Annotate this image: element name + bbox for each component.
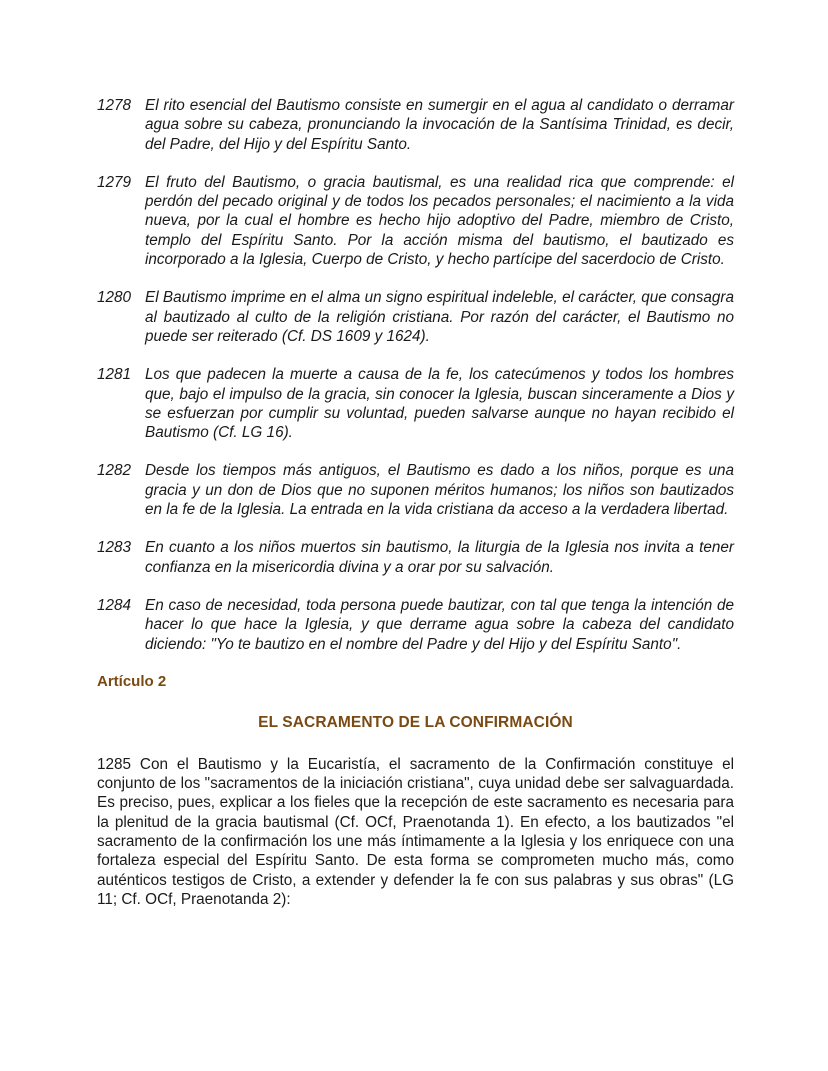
section-title: EL SACRAMENTO DE LA CONFIRMACIÓN — [258, 713, 573, 731]
paragraph-number: 1278 — [97, 97, 132, 114]
paragraph-number: 1282 — [97, 462, 132, 480]
body-paragraph-1285: 1285 Con el Bautismo y la Eucaristía, el sacramento de la Confirmación constituye el conjunto de los "sacramentos de la iniciación cristiana", cuya unidad debe ser salvaguardada. Es preciso, pues, explicar a los fieles que la recepción de este sacramento es necesaria para la plenitud de la gracia bautismal (Cf. OCf, Praenotanda 1). En efecto, a los bautizados "el sacramento de la confirmación los une más íntimamente a la Iglesia y los enriquece con una fortaleza especial del Espíritu Santo. De esta forma se comprometen mucho más, como auténticos testigos de Cristo, a extender y defender la fe con sus palabras y sus obras" (LG 11; Cf. OCf, Praenotanda 2): — [97, 755, 734, 908]
paragraph-text: En cuanto a los niños muertos sin bautismo, la liturgia de la Iglesia nos invita a tener confianza en la misericordia divina y a orar por su salvación. — [145, 539, 734, 576]
paragraph-text: Los que padecen la muerte a causa de la fe, los catecúmenos y todos los hombres que, bajo el impulso de la gracia, sin conocer la Iglesia, buscan sinceramente a Dios y se esfuerzan por cumplir su voluntad, pueden salvarse aunque no hayan recibido el Bautismo (Cf. LG 16). — [145, 366, 734, 442]
paragraph-1279 — [97, 173, 734, 269]
article-label: Artículo 2 — [97, 672, 167, 690]
paragraph-1282 — [97, 461, 734, 519]
paragraph-1283 — [97, 538, 734, 577]
paragraph-number: 1281 — [97, 366, 132, 384]
paragraph-text: Desde los tiempos más antiguos, el Bautismo es dado a los niños, porque es una gracia y un don de Dios que no suponen méritos humanos; los niños son bautizados en la fe de la Iglesia. La entrada en la vida cristiana da acceso a la verdadera libertad. — [145, 462, 734, 519]
paragraph-1278 — [97, 96, 734, 154]
paragraph-number: 1279 — [97, 173, 132, 191]
paragraph-1280 — [97, 288, 734, 346]
paragraph-number: 1283 — [97, 539, 132, 557]
paragraph-number: 1280 — [97, 289, 132, 307]
paragraph-text: El rito esencial del Bautismo consiste en sumergir en el agua al candidato o derramar agua sobre su cabeza, pronunciando la invocación de la Santísima Trinidad, es decir, del Padre, del Hijo y del Espíritu Santo. — [145, 97, 734, 153]
paragraph-1284 — [97, 596, 734, 654]
paragraph-text: El fruto del Bautismo, o gracia bautismal, es una realidad rica que comprende: el perdón del pecado original y de todos los pecados personales; el nacimiento a la vida nueva, por la cual el hombre es hecho hijo adoptivo del Padre, miembro de Cristo, templo del Espíritu Santo. Por la acción misma del bautismo, el bautizado es incorporado a la Iglesia, Cuerpo de Cristo, y hecho partícipe del sacerdocio de Cristo. — [145, 173, 734, 269]
paragraph-number: 1284 — [97, 596, 132, 614]
paragraph-text: El Bautismo imprime en el alma un signo espiritual indeleble, el carácter, que consagra al bautizado al culto de la religión cristiana. Por razón del carácter, el Bautismo no puede ser reiterado (Cf. DS 1609 y 1624). — [145, 289, 734, 345]
paragraph-1281 — [97, 365, 734, 442]
paragraph-text: En caso de necesidad, toda persona puede bautizar, con tal que tenga la intención de hacer lo que hace la Iglesia, y que derrame agua sobre la cabeza del candidato diciendo: "Yo te bautizo en el nombre del Padre y del Hijo y del Espíritu Santo". — [145, 596, 734, 653]
